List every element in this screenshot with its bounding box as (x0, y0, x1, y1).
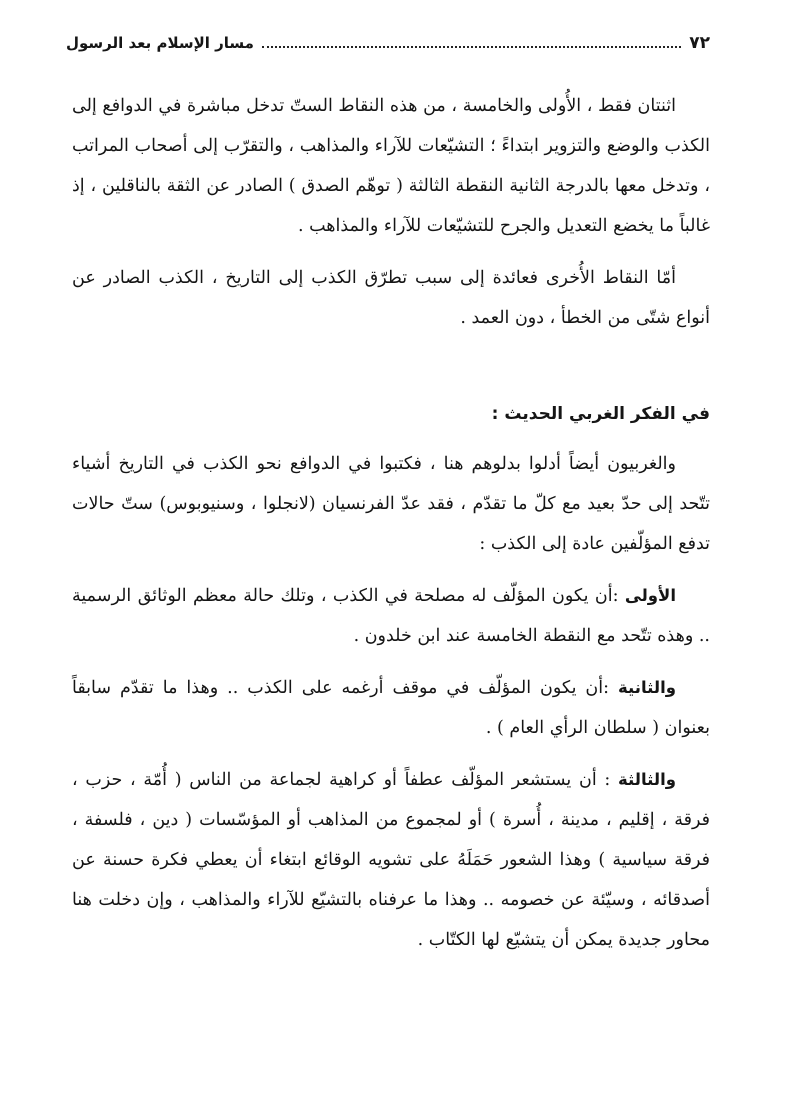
paragraph-western-thought: والغربيون أيضاً أدلوا بدلوهم هنا ، فكتبوا في الدوافع نحو الكذب في التاريخ أشياء تتّحد إلى حدّ بعيد مع كلّ ما تقدّم ، فقد عدّ الفرنسيان (لانجلوا ، وسنيوبوس) ستّ حالات تدفع المؤلّفين عادة إلى الكذب : (72, 454, 710, 554)
page-header (66, 30, 710, 56)
running-title: مسار الإسلام بعد الرسول (66, 34, 254, 52)
first-case-label: الأولى (624, 586, 676, 605)
third-case-label: والثالثة (618, 770, 676, 789)
paragraph-other-points: أمّا النقاط الأُخرى فعائدة إلى سبب تطرّق الكذب إلى التاريخ ، الكذب الصادر عن أنواع شتّى من الخطأ ، دون العمد . (72, 268, 710, 328)
section-heading: في الفكر الغربي الحديث : (491, 404, 710, 424)
paragraph-third-case (72, 760, 710, 960)
paragraph-first-case (72, 576, 710, 656)
header-dot-leader (262, 46, 681, 48)
paragraph-intro: اثنتان فقط ، الأُولى والخامسة ، من هذه النقاط الستّ تدخل مباشرة في الدوافع إلى الكذب والوضع والتزوير ابتداءً ؛ التشيّعات للآراء والمذاهب ، والتقرّب إلى أصحاب المراتب ، وتدخل معها بالدرجة الثانية النقطة الثالثة ( توهّم الصدق ) الصادر عن الثقة بالناقلين ، إذ غالباً ما يخضع التعديل والجرح للتشيّعات للآراء والمذاهب . (72, 96, 710, 236)
third-case-text: : أن يستشعر المؤلّف عطفاً أو كراهية لجماعة من الناس ( أُمّة ، حزب ، فرقة ، إقليم ، مدينة ، أُسرة ) أو لمجموع من المذاهب أو المؤسّسات ( دين ، فلسفة ، فرقة سياسية ) وهذا الشعور حَمَلَهُ على تشويه الوقائع ابتغاء أن يعطي فكرة حسنة عن أصدقائه ، وسيّئة عن خصومه .. وهذا ما عرفناه بالتشيّع للآراء والمذاهب ، وإن دخلت هنا محاور جديدة يمكن أن يتشيّع لها الكتّاب . (72, 770, 710, 950)
first-case-text: :أن يكون المؤلّف له مصلحة في الكذب ، وتلك حالة معظم الوثائق الرسمية .. وهذه تتّحد مع النقطة الخامسة عند ابن خلدون . (72, 586, 710, 646)
page-number: ٧٢ (689, 33, 710, 53)
second-case-label: والثانية (618, 678, 676, 697)
page-body (72, 86, 710, 972)
second-case-text: :أن يكون المؤلّف في موقف أرغمه على الكذب .. وهذا ما تقدّم سابقاً بعنوان ( سلطان الرأي العام ) . (72, 678, 710, 738)
paragraph-second-case (72, 668, 710, 748)
